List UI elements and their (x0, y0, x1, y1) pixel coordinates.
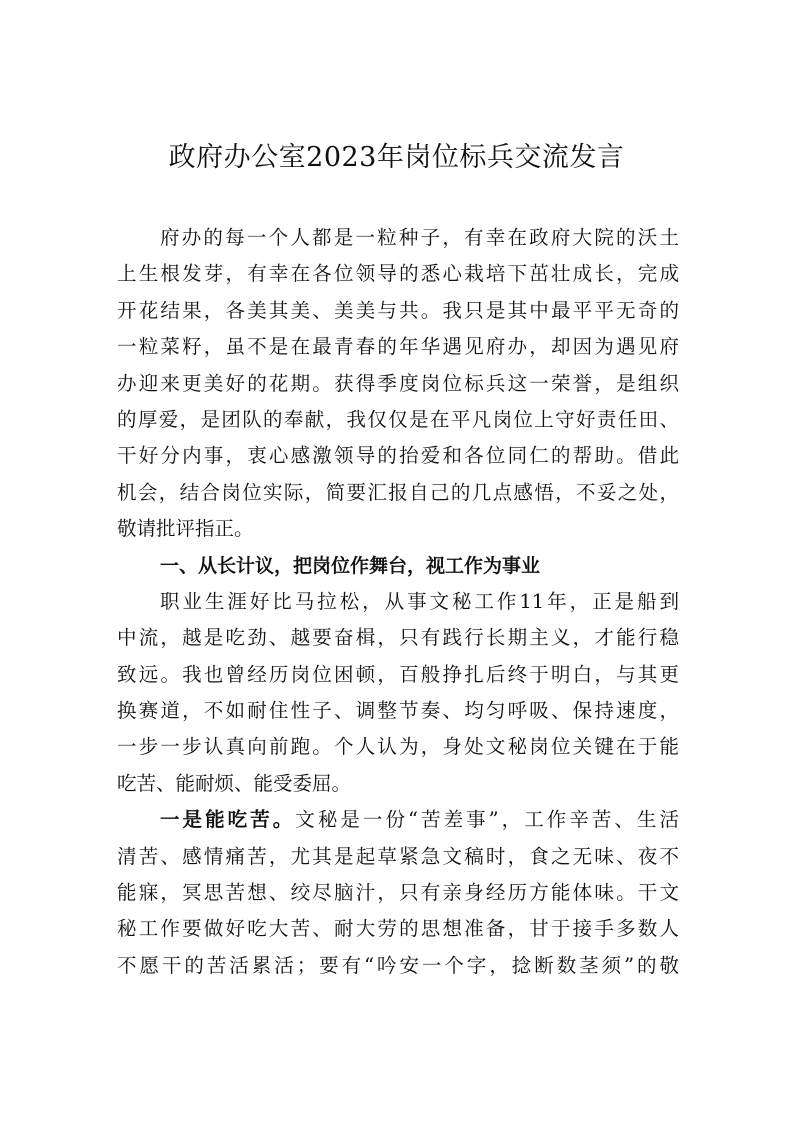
paragraph-line: 职业生涯好比马拉松，从事文秘工作11年，正是船到 (160, 589, 679, 613)
document-title: 政府办公室2023年岗位标兵交流发言 (168, 142, 625, 173)
document-body (117, 220, 679, 984)
section-heading: 一、从长计议，把岗位作舞台，视工作为事业 (160, 554, 541, 577)
paragraph-line: 机会，结合岗位实际，简要汇报自己的几点感悟，不妥之处， (117, 480, 679, 504)
paragraph-line: 敬请批评指正。 (117, 517, 254, 541)
paragraph-lead: 一是能吃苦。 (160, 808, 296, 832)
paragraph-line: 办迎来更美好的花期。获得季度岗位标兵这一荣誉，是组织 (117, 371, 679, 395)
paragraph-line (117, 802, 679, 838)
paragraph-line: 上生根发芽，有幸在各位领导的悉心栽培下茁壮成长，完成 (117, 262, 679, 286)
paragraph-line: 中流，越是吃劲、越要奋楫，只有践行长期主义，才能行稳 (117, 626, 679, 650)
paragraph-line: 府办的每一个人都是一粒种子，有幸在政府大院的沃土 (160, 226, 679, 249)
paragraph-line: 开花结果，各美其美、美美与共。我只是其中最平平无奇的 (117, 298, 679, 322)
paragraph-line: 秘工作要做好吃大苦、耐大劳的思想准备，甘于接手多数人 (117, 917, 679, 941)
paragraph-lead-rest: 文秘是一份“苦差事”，工作辛苦、生活 (295, 808, 679, 832)
paragraph-line: 的厚爱，是团队的奉献，我仅仅是在平凡岗位上守好责任田、 (117, 407, 679, 431)
paragraph-line: 一粒菜籽，虽不是在最青春的年华遇见府办，却因为遇见府 (117, 335, 679, 359)
paragraph-line: 能寐，冥思苦想、绞尽脑汁，只有亲身经历方能体味。干文 (117, 881, 679, 905)
paragraph-line: 清苦、感情痛苦，尤其是起草紧急文稿时，食之无味、夜不 (117, 844, 679, 868)
paragraph-line: 致远。我也曾经历岗位困顿，百般挣扎后终于明白，与其更 (117, 662, 679, 686)
paragraph-line: 换赛道，不如耐住性子、调整节奏、均匀呼吸、保持速度， (117, 699, 679, 723)
paragraph-line: 干好分内事，衷心感激领导的抬爱和各位同仁的帮助。借此 (117, 444, 679, 468)
paragraph-line: 一步一步认真向前跑。个人认为，身处文秘岗位关键在于能 (117, 735, 679, 759)
paragraph-line: 不愿干的苦活累活；要有“吟安一个字，捻断数茎须”的敬 (117, 953, 679, 977)
paragraph-line: 吃苦、能耐烦、能受委屈。 (117, 771, 352, 795)
